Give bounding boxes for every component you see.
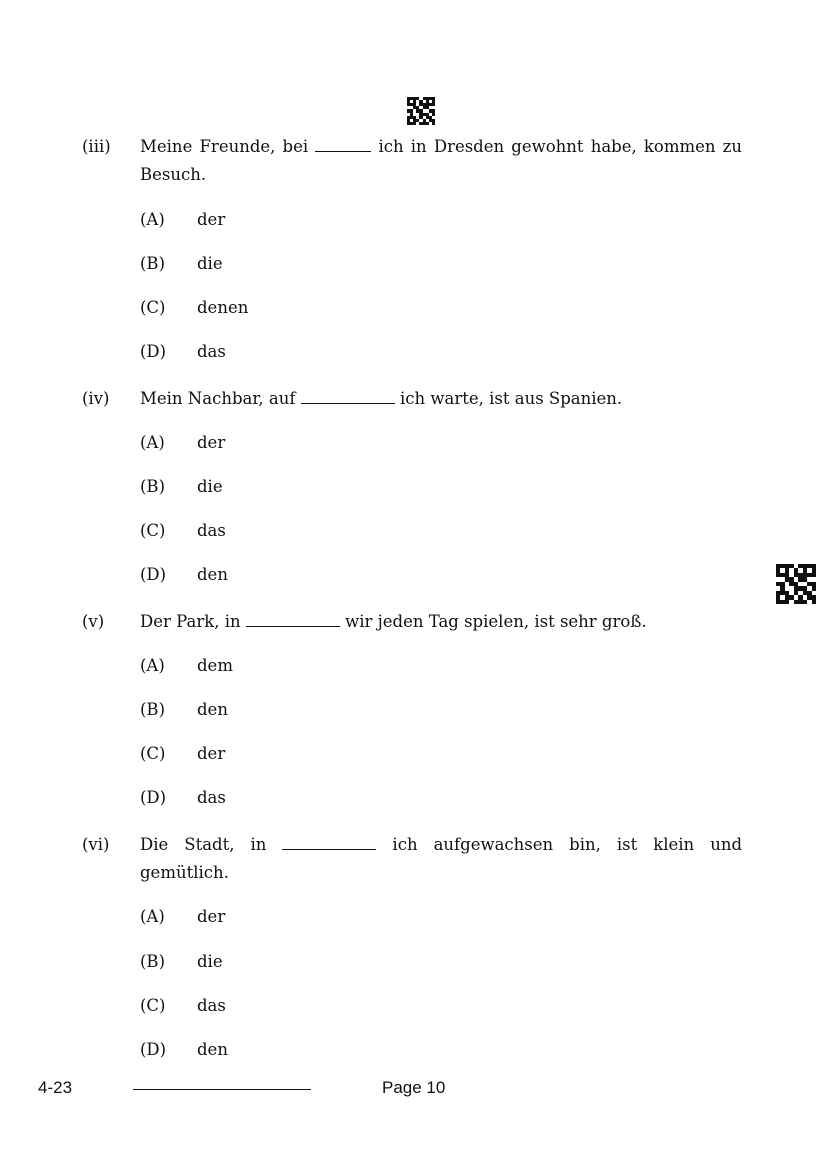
option-text: das bbox=[197, 996, 226, 1015]
question-number: (v) bbox=[82, 612, 105, 631]
option-letter: (C) bbox=[140, 996, 166, 1015]
paper-code: 4-23 bbox=[38, 1078, 73, 1097]
option-text: den bbox=[197, 700, 228, 719]
question-text bbox=[140, 385, 742, 413]
question-number: (iv) bbox=[82, 389, 110, 408]
option-text: das bbox=[197, 342, 226, 361]
option-letter: (A) bbox=[140, 210, 165, 229]
question-number: (iii) bbox=[82, 137, 111, 156]
option-text: den bbox=[197, 1040, 228, 1059]
qr-code-icon bbox=[776, 564, 816, 604]
question-text bbox=[140, 831, 742, 859]
answer-blank bbox=[315, 136, 371, 152]
option-letter: (C) bbox=[140, 744, 166, 763]
question-text-line2: gemütlich. bbox=[140, 863, 229, 882]
answer-blank bbox=[282, 834, 376, 850]
option-text: dem bbox=[197, 656, 233, 675]
question-text-after: wir jeden Tag spielen, ist sehr groß. bbox=[345, 612, 647, 631]
question-text-before: Der Park, in bbox=[140, 612, 241, 631]
option-letter: (B) bbox=[140, 700, 165, 719]
option-text: die bbox=[197, 477, 223, 496]
option-text: der bbox=[197, 907, 226, 926]
option-text: der bbox=[197, 210, 226, 229]
question-text-before: Die Stadt, in bbox=[140, 835, 267, 854]
option-text: den bbox=[197, 565, 228, 584]
footer-divider bbox=[133, 1089, 311, 1090]
qr-code-icon bbox=[407, 97, 435, 125]
option-letter: (B) bbox=[140, 477, 165, 496]
option-text: die bbox=[197, 952, 223, 971]
option-letter: (D) bbox=[140, 342, 167, 361]
option-letter: (C) bbox=[140, 298, 166, 317]
option-letter: (B) bbox=[140, 952, 165, 971]
option-letter: (D) bbox=[140, 1040, 167, 1059]
question-number: (vi) bbox=[82, 835, 110, 854]
option-letter: (B) bbox=[140, 254, 165, 273]
option-letter: (D) bbox=[140, 788, 167, 807]
answer-blank bbox=[301, 388, 395, 404]
question-text-before: Meine Freunde, bei bbox=[140, 137, 309, 156]
option-text: das bbox=[197, 521, 226, 540]
question-text bbox=[140, 608, 742, 636]
option-text: denen bbox=[197, 298, 249, 317]
answer-blank bbox=[246, 611, 340, 627]
option-letter: (C) bbox=[140, 521, 166, 540]
question-text-before: Mein Nachbar, auf bbox=[140, 389, 296, 408]
option-text: die bbox=[197, 254, 223, 273]
question-text bbox=[140, 133, 742, 189]
option-letter: (D) bbox=[140, 565, 167, 584]
question-text-after: ich warte, ist aus Spanien. bbox=[400, 389, 623, 408]
question-text-after: ich aufgewachsen bin, ist klein und bbox=[392, 835, 743, 854]
option-text: der bbox=[197, 744, 226, 763]
option-letter: (A) bbox=[140, 907, 165, 926]
option-letter: (A) bbox=[140, 433, 165, 452]
option-letter: (A) bbox=[140, 656, 165, 675]
page-number: Page 10 bbox=[382, 1078, 446, 1097]
question-text-after: ich in Dresden gewohnt habe, kommen zu Besuch. bbox=[140, 137, 742, 184]
option-text: das bbox=[197, 788, 226, 807]
option-text: der bbox=[197, 433, 226, 452]
